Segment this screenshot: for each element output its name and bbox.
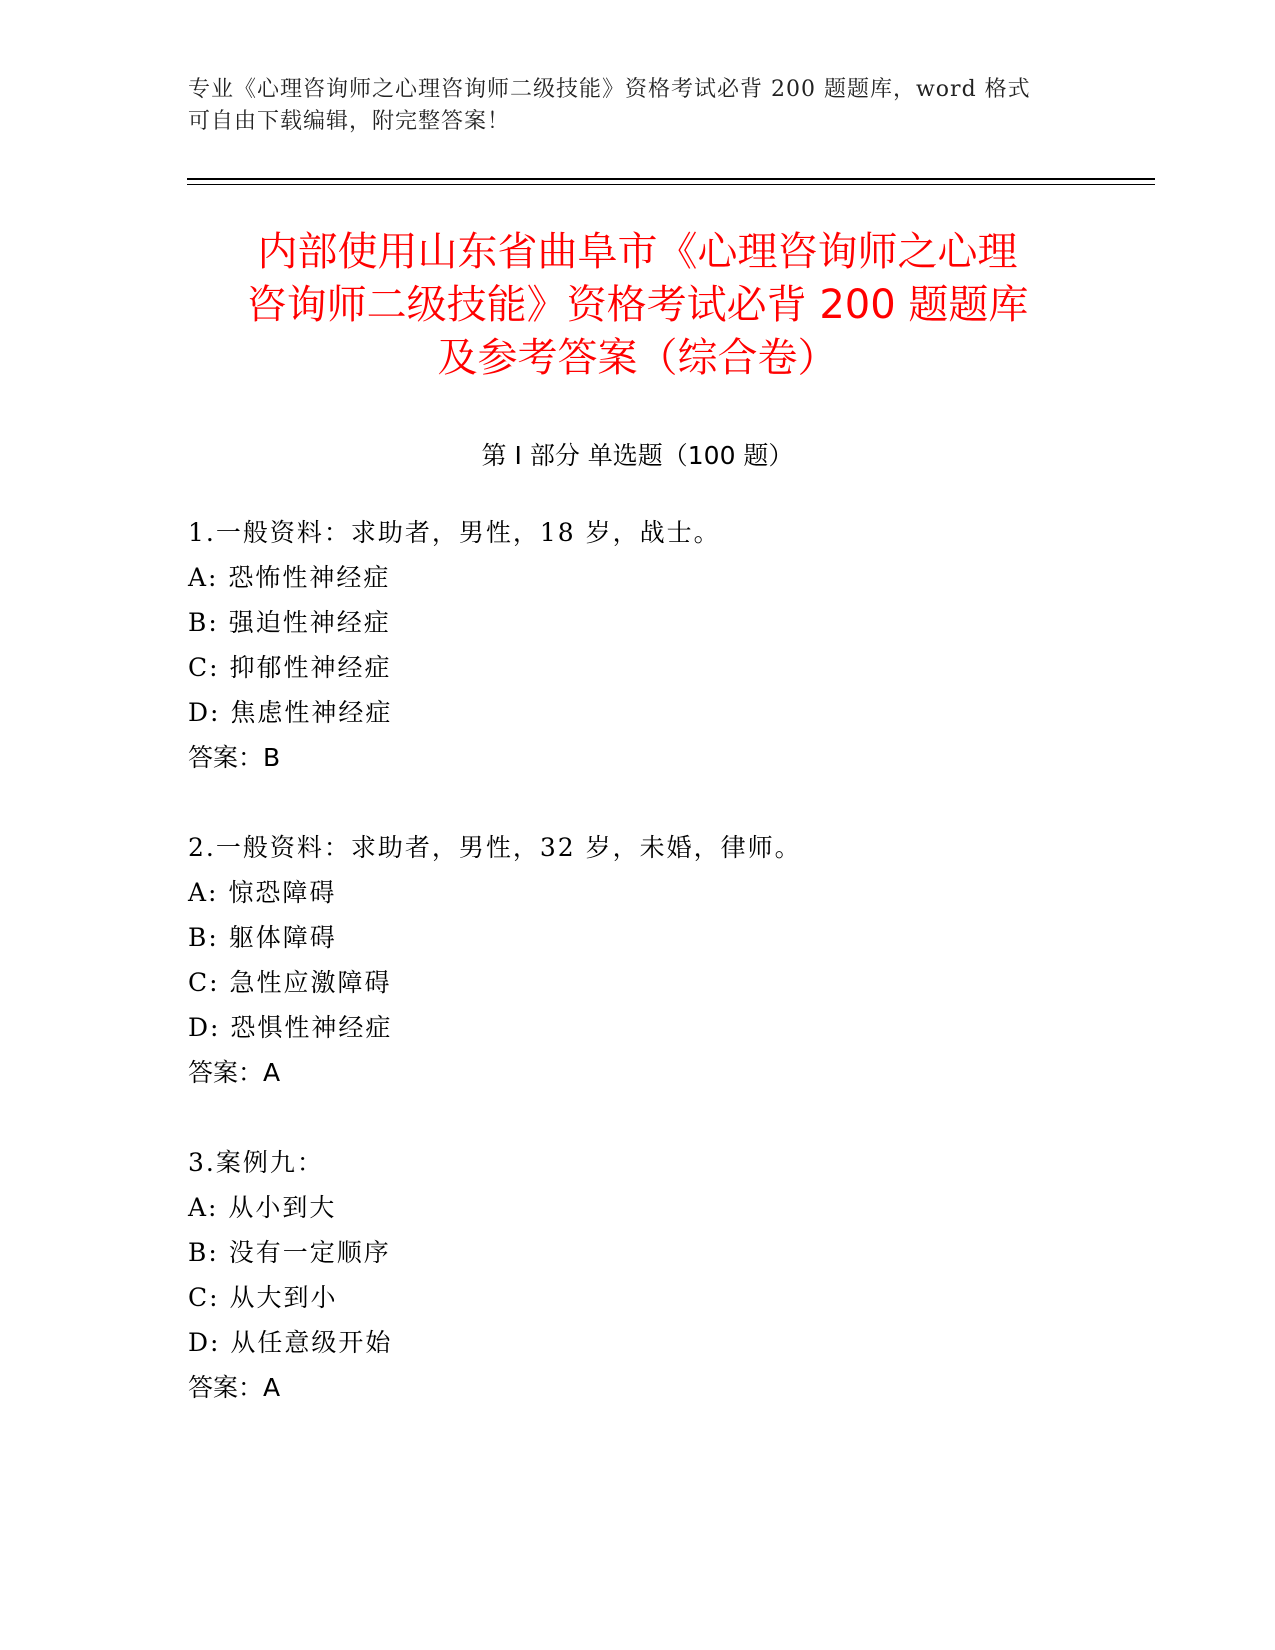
answer-line: 答案：A	[188, 1058, 281, 1087]
option-a: A: 从小到大	[188, 1193, 337, 1222]
question-stem: 1.一般资料：求助者，男性，18 岁，战士。	[188, 518, 721, 547]
document-title-line-2: 咨询师二级技能》资格考试必背 200 题题库	[246, 282, 1029, 328]
option-b: B: 没有一定顺序	[188, 1238, 391, 1267]
question-block	[188, 510, 1088, 780]
answer-line: 答案：B	[188, 743, 281, 772]
option-b: B: 躯体障碍	[188, 923, 337, 952]
option-d: D: 焦虑性神经症	[188, 698, 393, 727]
header-note-line-1: 专业《心理咨询师之心理咨询师二级技能》资格考试必背 200 题题库，word 格式	[188, 77, 1031, 102]
header-note	[188, 74, 1088, 138]
section-heading: 第 I 部分 单选题（100 题）	[481, 441, 794, 470]
option-c: C: 急性应激障碍	[188, 968, 392, 997]
document-title	[170, 226, 1105, 385]
option-d: D: 从任意级开始	[188, 1328, 393, 1357]
question-block	[188, 1140, 1088, 1410]
question-block	[188, 825, 1088, 1095]
question-stem: 2.一般资料：求助者，男性，32 岁，未婚，律师。	[188, 833, 802, 862]
option-c: C: 抑郁性神经症	[188, 653, 392, 682]
option-a: A: 惊恐障碍	[188, 878, 337, 907]
option-d: D: 恐惧性神经症	[188, 1013, 393, 1042]
document-title-line-1: 内部使用山东省曲阜市《心理咨询师之心理	[257, 229, 1018, 275]
answer-line: 答案：A	[188, 1373, 281, 1402]
header-divider-thick	[187, 178, 1155, 180]
document-title-line-3: 及参考答案（综合卷）	[437, 335, 838, 381]
option-b: B: 强迫性神经症	[188, 608, 391, 637]
header-note-line-2: 可自由下载编辑，附完整答案！	[188, 109, 511, 134]
option-c: C: 从大到小	[188, 1283, 338, 1312]
option-a: A: 恐怖性神经症	[188, 563, 391, 592]
question-stem: 3.案例九：	[188, 1148, 324, 1177]
header-divider-thin	[187, 184, 1155, 185]
